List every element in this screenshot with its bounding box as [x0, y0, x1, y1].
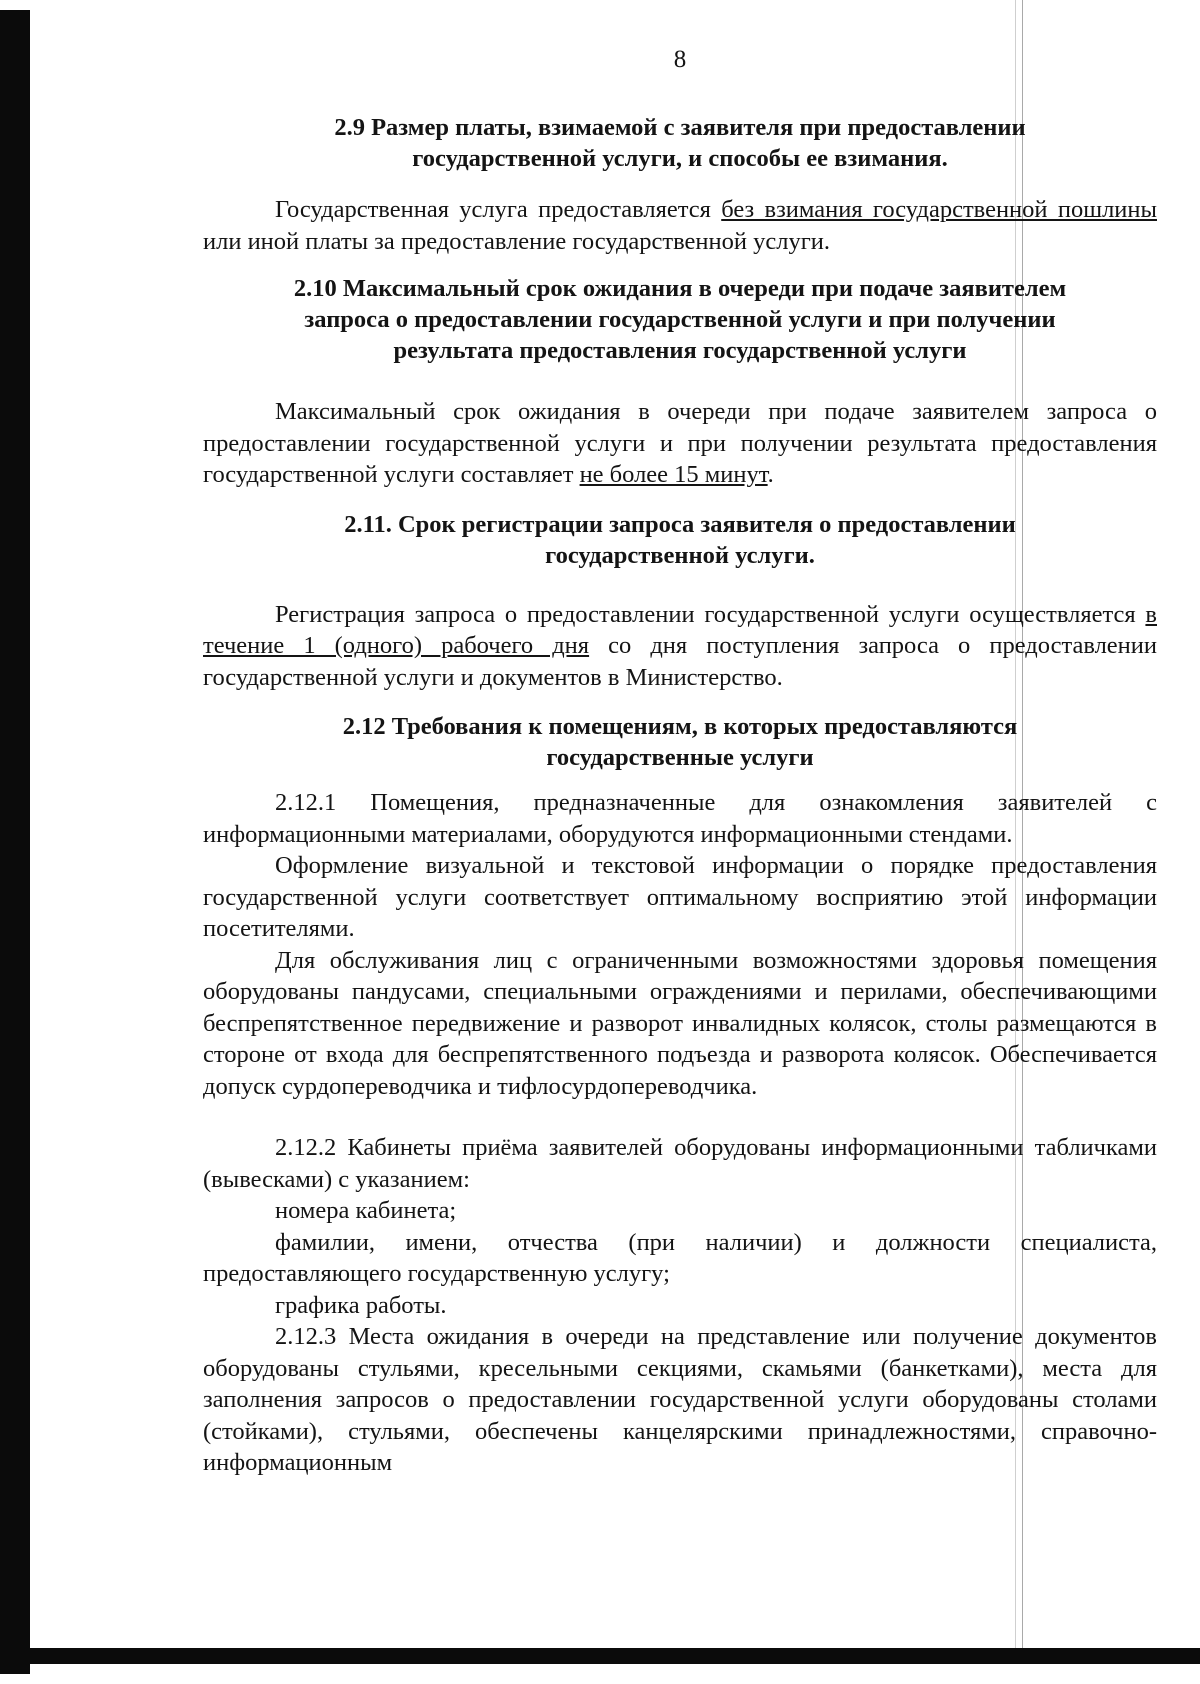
section-2-12-2-paragraph: 2.12.2 Кабинеты приёма заявителей оборудованы информационными табличками (вывесками) с указанием:	[203, 1134, 1157, 1193]
section-2-11-heading: 2.11. Срок регистрации запроса заявителя о предоставлении государственной услуги.	[344, 510, 1016, 569]
section-2-9-heading: 2.9 Размер платы, взимаемой с заявителя при предоставлении государственной услуги, и способы ее взимания.	[334, 114, 1026, 172]
section-2-11	[203, 509, 1157, 694]
section-2-10	[203, 273, 1157, 491]
section-2-11-paragraph: Регистрация запроса о предоставлении государственной услуги осуществляется в течение 1 (одного) рабочего дня со дня поступления запроса о предоставлении государственной услуги и документов в Министерство.	[203, 600, 1158, 691]
document-body	[203, 112, 1157, 1479]
section-2-10-paragraph: Максимальный срок ожидания в очереди при подаче заявителем запроса о предоставлении государственной услуги и при получении результата предоставления государственной услуги составляет не более 15 минут.	[203, 398, 1157, 488]
list-item-specialist-name: фамилии, имени, отчества (при наличии) и должности специалиста, предоставляющего государственную услугу;	[203, 1228, 1157, 1287]
section-2-12-heading: 2.12 Требования к помещениям, в которых предоставляются государственные услуги	[342, 713, 1018, 771]
section-2-9	[203, 112, 1157, 257]
list-item-schedule: графика работы.	[275, 1291, 447, 1319]
section-2-12-design-paragraph: Оформление визуальной и текстовой информации о порядке предоставления государственной услуги соответствует оптимальному восприятию этой информации посетителями.	[203, 852, 1157, 942]
section-2-12-1-paragraph: 2.12.1 Помещения, предназначенные для ознакомления заявителей с информационными материалами, оборудуются информационными стендами.	[203, 789, 1157, 848]
scan-bottom-border	[0, 1648, 1200, 1664]
section-2-10-heading: 2.10 Максимальный срок ожидания в очереди при подаче заявителем запроса о предоставлении государственной услуги и при получении результата предоставления государственной услуги	[293, 275, 1067, 364]
scan-left-border	[0, 10, 30, 1674]
section-2-12-3-paragraph: 2.12.3 Места ожидания в очереди на представление или получение документов оборудованы стульями, кресельными секциями, скамьями (банкетками), места для заполнения запросов о предоставлении государственной услуги оборудованы столами (стойками), стульями, обеспечены канцелярскими принадлежностями, справочно-информационным	[203, 1323, 1157, 1476]
section-2-12	[203, 711, 1157, 1479]
section-2-12-accessibility-paragraph: Для обслуживания лиц с ограниченными возможностями здоровья помещения оборудованы пандусами, специальными ограждениями и перилами, обеспечивающими беспрепятственное передвижение и разворот инвалидных колясок, столы размещаются в стороне от входа для беспрепятственного подъезда и разворота колясок. Обеспечивается допуск сурдопереводчика и тифлосурдопереводчика.	[203, 946, 1157, 1100]
list-item-room-number: номера кабинета;	[275, 1197, 457, 1224]
section-2-9-paragraph: Государственная услуга предоставляется без взимания государственной пошлины или иной платы за предоставление государственной услуги.	[203, 196, 1157, 255]
page-number: 8	[673, 46, 687, 73]
